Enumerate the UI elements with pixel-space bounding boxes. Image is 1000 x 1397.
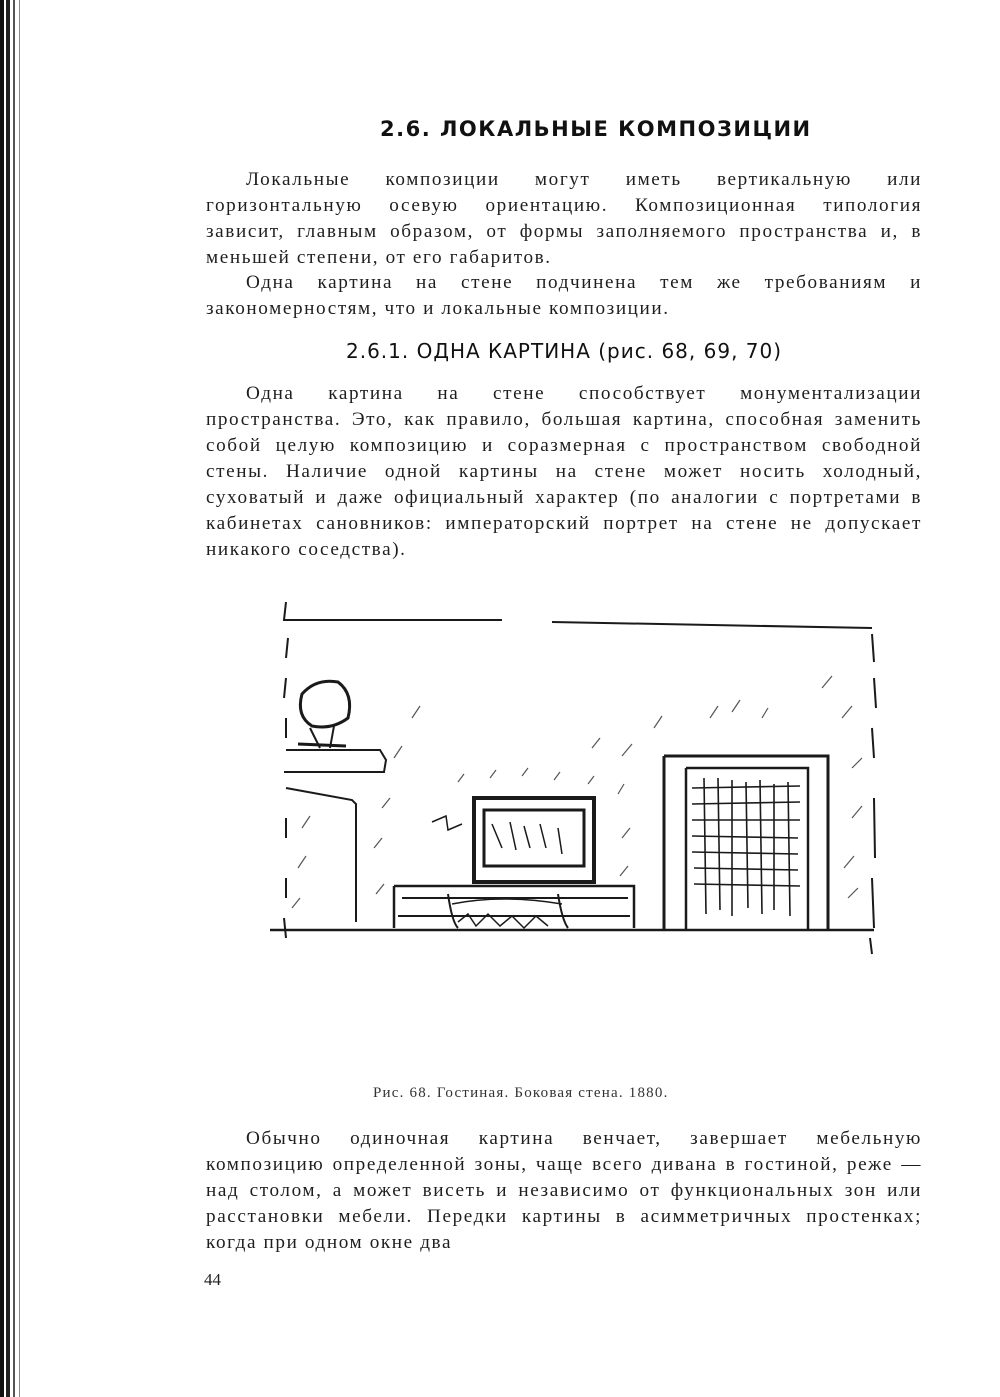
paragraph-intro: Локальные композиции могут иметь вертикальную или горизонтальную осевую ориентацию. Композиционная типология зависит, главным образом, от формы заполняемого пространства и, в меньшей степени, от его габаритов. xyxy=(206,169,922,268)
paragraph-single-picture: Обычно одиночная картина венчает, завершает мебельную композицию определенной зоны, чаще всего дивана в гостиной, реже — над столом, а может висеть и независимо от функциональных зон или расстановки мебели. Передки картины в асимметричных простенках; когда при одном окне два xyxy=(206,1128,922,1253)
section-heading: 2.6. ЛОКАЛЬНЫЕ КОМПОЗИЦИИ xyxy=(380,117,812,141)
figure-sketch-living-room xyxy=(262,598,884,1060)
paragraph-monumentalization: Одна картина на стене способствует монументализации пространства. Это, как правило, большая картина, способная заменить собой целую композицию и соразмерная с пространством свободной стены. Наличие одной картины на стене может носить холодный, суховатый и даже официальный характер (по аналогии с портретами в кабинетах сановников: императорский портрет на стене не допускает никакого соседства). xyxy=(206,383,922,560)
paragraph-one-picture: Одна картина на стене подчинена тем же требованиям и закономерностям, что и локальные композиции. xyxy=(206,272,922,319)
figure-caption: Рис. 68. Гостиная. Боковая стена. 1880. xyxy=(373,1085,669,1101)
subsection-heading: 2.6.1. ОДНА КАРТИНА (рис. 68, 69, 70) xyxy=(346,339,783,363)
page-number: 44 xyxy=(204,1270,221,1289)
book-spine-edge xyxy=(0,0,26,1397)
